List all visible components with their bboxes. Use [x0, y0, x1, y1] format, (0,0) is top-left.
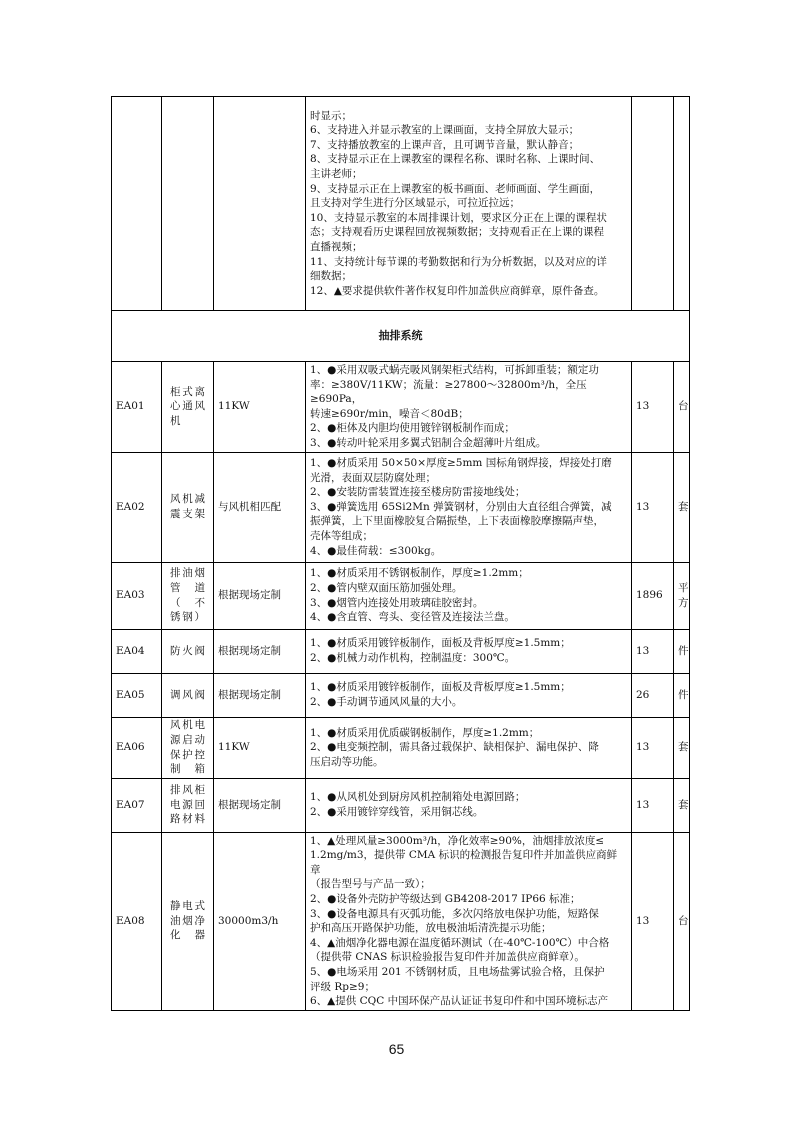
model-cell — [214, 97, 306, 311]
requirement-line: 1、●材质采用 50×50×厚度≥5mm 国标角钢焊接，焊接处打磨 — [310, 456, 612, 469]
requirement-line: 2、●安装防雷装置连接至楼房防雷接地线处； — [310, 486, 526, 499]
item-qty: 13 — [632, 452, 674, 562]
requirement-line: 1、●材质采用优质碳钢板制作，厚度≥1.2mm； — [310, 726, 540, 739]
requirement-line: 9、支持显示正在上课教室的板书画面、老师画面、学生画面， — [310, 182, 601, 195]
requirement-line: 细数据； — [310, 270, 352, 283]
requirement-line: 压启动等功能。 — [310, 755, 384, 768]
requirement-line: 4、●含直管、弯头、变径管及连接法兰盘。 — [310, 611, 515, 624]
item-name — [162, 717, 214, 778]
requirement-line: 1、●材质采用镀锌板制作，面板及背板厚度≥1.5mm； — [310, 637, 571, 650]
requirement-line: 1、●从风机处到厨房风机控制箱处电源回路； — [310, 791, 526, 804]
requirement-line: 2、●机械力动作机构，控制温度：300℃。 — [310, 652, 516, 665]
item-requirements — [306, 629, 632, 673]
item-code: EA01 — [112, 362, 162, 453]
requirements-cell — [306, 97, 632, 311]
table-body — [112, 97, 690, 1011]
item-unit: 套 — [674, 717, 690, 778]
item-name-line: 电源回 — [170, 798, 205, 811]
item-model: 与风机相匹配 — [214, 452, 306, 562]
item-name-line: 排油烟 — [170, 567, 205, 580]
requirement-line: 态；支持观看历史课程回放视频数据；支持观看正在上课的课程 — [310, 226, 604, 239]
requirement-line: 1、●材质采用不锈钢板制作，厚度≥1.2mm； — [310, 567, 529, 580]
item-model: 根据现场定制 — [214, 629, 306, 673]
name-cell — [162, 97, 214, 311]
item-model: 根据现场定制 — [214, 673, 306, 717]
item-unit: 套 — [674, 452, 690, 562]
table-row — [112, 832, 690, 1010]
requirement-line: 3、●设备电源具有灭弧功能，多次闪络放电保护功能，短路保 — [310, 907, 599, 920]
item-requirements — [306, 452, 632, 562]
table-row — [112, 778, 690, 832]
item-code: EA07 — [112, 778, 162, 832]
table-row — [112, 452, 690, 562]
item-qty: 26 — [632, 673, 674, 717]
item-requirements — [306, 778, 632, 832]
requirement-line: 转速≥690r/min，噪音＜80dB； — [310, 407, 469, 420]
table-row — [112, 717, 690, 778]
requirement-line: 4、▲油烟净化器电源在温度循环测试（在-40℃-100℃）中合格 — [310, 936, 610, 949]
item-unit: 件 — [674, 629, 690, 673]
item-model: 根据现场定制 — [214, 778, 306, 832]
item-name-line: 震支架 — [170, 508, 205, 521]
requirement-line: 2、●设备外壳防护等级达到 GB4208-2017 IP66 标准； — [310, 892, 581, 905]
requirement-line: 率：≥380V/11KW；流量：≥27800～32800m³/h，全压≥690Pa， — [310, 378, 587, 406]
item-qty: 13 — [632, 778, 674, 832]
item-name-line: 锈钢） — [170, 611, 205, 624]
requirement-line: 1.2mg/m3，提供带 CMA 标识的检测报告复印件并加盖供应商鲜章 — [310, 849, 618, 876]
item-name — [162, 362, 214, 453]
requirement-line: 6、▲提供 CQC 中国环保产品认证证书复印件和中国环境标志产 — [310, 995, 609, 1008]
requirement-line: （报告型号与产品一致）； — [310, 878, 431, 891]
item-qty: 1896 — [632, 562, 674, 629]
requirement-line: 护和高压开路保护功能，放电极油垢清洗提示功能； — [310, 922, 552, 935]
requirement-line: 主讲老师； — [310, 168, 363, 181]
requirement-line: 振弹簧，上下里面橡胶复合隔振垫，上下表面橡胶摩擦隔声垫， — [310, 515, 604, 528]
requirement-line: 壳体等组成； — [310, 529, 373, 542]
item-name-line: 防火阀 — [170, 644, 205, 657]
item-code: EA03 — [112, 562, 162, 629]
requirement-line: 11、支持统计每节课的考勤数据和行为分析数据，以及对应的详 — [310, 255, 607, 268]
spec-table — [111, 96, 690, 1011]
section-title: 抽排系统 — [112, 311, 690, 362]
item-name-line: 柜式离 — [170, 385, 205, 398]
requirement-line: 时显示； — [310, 109, 352, 122]
item-model: 11KW — [214, 717, 306, 778]
item-qty: 13 — [632, 629, 674, 673]
unit-cell — [674, 97, 690, 311]
requirement-line: 7、支持播放教室的上课声音，且可调节音量，默认静音； — [310, 138, 580, 151]
item-name-line: 排风柜 — [170, 784, 205, 797]
item-name-line: 制箱 — [170, 763, 205, 776]
code-cell — [112, 97, 162, 311]
requirement-line: 1、●材质采用镀锌板制作，面板及背板厚度≥1.5mm； — [310, 681, 571, 694]
qty-cell — [632, 97, 674, 311]
item-name — [162, 673, 214, 717]
table-row — [112, 629, 690, 673]
requirement-line: 1、▲处理风量≥3000m³/h，净化效率≥90%，油烟排放浓度≤ — [310, 834, 605, 847]
item-unit: 套 — [674, 778, 690, 832]
item-name-line: 化器 — [170, 929, 205, 942]
requirement-line: 2、●手动调节通风风量的大小。 — [310, 696, 463, 709]
table-row — [112, 97, 690, 311]
requirement-line: 10、支持显示教室的本周排课计划，要求区分正在上课的课程状 — [310, 211, 607, 224]
requirement-line: 2、●柜体及内胆均使用镀锌钢板制作而成； — [310, 422, 515, 435]
section-row — [112, 311, 690, 362]
item-name — [162, 778, 214, 832]
item-name-line: 风机电 — [170, 719, 205, 732]
item-model: 30000m3/h — [214, 832, 306, 1010]
item-name-line: 油烟净 — [170, 914, 205, 927]
table-row — [112, 673, 690, 717]
requirement-line: 评级 Rp≥9； — [310, 980, 375, 993]
item-requirements — [306, 832, 632, 1010]
item-requirements — [306, 562, 632, 629]
item-unit: 平方 — [674, 562, 690, 629]
requirement-line: 且支持对学生进行分区域显示，可拉近拉远； — [310, 197, 520, 210]
item-name-line: 心通风 — [170, 400, 205, 413]
item-code: EA04 — [112, 629, 162, 673]
page-number: 65 — [388, 1041, 405, 1057]
requirement-line: 3、●弹簧选用 65Si2Mn 弹簧钢材，分别由大直径组合弹簧，减 — [310, 500, 612, 513]
table-row — [112, 562, 690, 629]
table-row — [112, 362, 690, 453]
item-name — [162, 452, 214, 562]
item-requirements — [306, 673, 632, 717]
item-code: EA08 — [112, 832, 162, 1010]
item-name — [162, 562, 214, 629]
item-unit: 台 — [674, 832, 690, 1010]
item-name — [162, 832, 214, 1010]
item-name — [162, 629, 214, 673]
item-name-line: 静电式 — [170, 900, 205, 913]
item-name-line: 管道（不 — [170, 581, 205, 609]
requirement-line: 2、●电变频控制，需具备过载保护、缺相保护、漏电保护、降 — [310, 741, 599, 754]
item-code: EA02 — [112, 452, 162, 562]
requirement-line: 6、支持进入并显示教室的上课画面，支持全屏放大显示； — [310, 124, 580, 137]
item-requirements — [306, 362, 632, 453]
item-name-line: 风机减 — [170, 493, 205, 506]
requirement-line: 2、●管内壁双面压筋加强处理。 — [310, 581, 463, 594]
requirement-line: 1、●采用双吸式蜗壳吸风钢架柜式结构，可拆卸重装；额定功 — [310, 364, 599, 376]
requirement-line: 2、●采用镀锌穿线管，采用铜芯线。 — [310, 806, 484, 819]
requirement-line: 8、支持显示正在上课教室的课程名称、课时名称、上课时间、 — [310, 153, 601, 166]
requirement-line: 光滑，表面双层防腐处理； — [310, 471, 436, 484]
requirement-line: 5、●电场采用 201 不锈钢材质，且电场盐雾试验合格，且保护 — [310, 965, 605, 978]
item-code: EA05 — [112, 673, 162, 717]
item-unit: 台 — [674, 362, 690, 453]
item-model: 11KW — [214, 362, 306, 453]
item-qty: 13 — [632, 717, 674, 778]
item-name-line: 路材料 — [170, 813, 205, 826]
requirement-line: 3、●烟管内连接处用玻璃硅胶密封。 — [310, 596, 484, 609]
item-name-line: 机 — [170, 415, 181, 428]
item-model: 根据现场定制 — [214, 562, 306, 629]
requirement-line: 12、▲要求提供软件著作权复印件加盖供应商鲜章，原件备查。 — [310, 284, 605, 297]
item-name-line: 调风阀 — [170, 688, 205, 701]
requirement-line: 4、●最佳荷载：≤300kg。 — [310, 544, 442, 557]
item-requirements — [306, 717, 632, 778]
item-name-line: 保护控 — [170, 748, 205, 761]
item-unit: 件 — [674, 673, 690, 717]
requirement-line: 3、●转动叶轮采用多翼式铝制合金超薄叶片组成。 — [310, 436, 547, 449]
item-qty: 13 — [632, 832, 674, 1010]
requirement-line: （提供带 CNAS 标识检验报告复印件并加盖供应商鲜章）。 — [310, 951, 585, 964]
item-name-line: 源启动 — [170, 733, 205, 746]
requirement-line: 直播视频； — [310, 240, 363, 253]
item-code: EA06 — [112, 717, 162, 778]
item-qty: 13 — [632, 362, 674, 453]
